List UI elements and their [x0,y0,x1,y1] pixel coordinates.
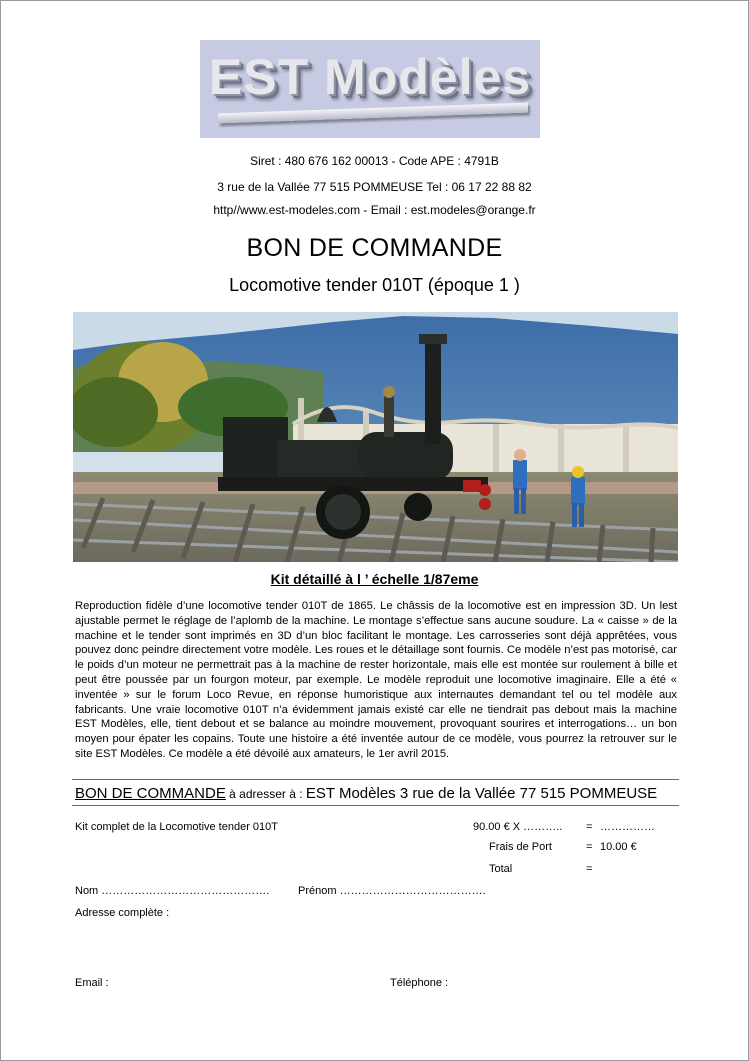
name-field[interactable]: Nom ………………………………………. [75,885,270,897]
item-label: Kit complet de la Locomotive tender 010T [75,821,279,833]
order-to-address: EST Modèles 3 rue de la Vallée 77 515 POMMEUSE [305,785,658,802]
logo-text: EST Modèles [208,49,532,105]
address-line: 3 rue de la Vallée 77 515 POMMEUSE Tel : 06 17 22 88 82 [217,180,532,194]
shipping-label: Frais de Port [489,841,552,853]
item-equals: = [586,821,593,833]
order-heading: BON DE COMMANDE [75,785,226,802]
page-subtitle: Locomotive tender 010T (époque 1 ) [229,275,520,295]
total-label: Total [489,863,513,875]
kit-scale-caption: Kit détaillé à l ’ échelle 1/87eme [270,571,479,587]
firstname-field[interactable]: Prénom …………………………………. [298,885,486,897]
unit-price-quantity-field[interactable]: 90.00 € X ……….. [473,821,563,833]
email-field-label: Email : [75,977,109,989]
total-equals: = [586,863,593,875]
phone-field-label: Téléphone : [390,977,449,989]
order-to-label: à adresser à : [225,787,306,801]
web-email-line: http//www.est-modeles.com - Email : est.modeles@orange.fr [213,203,536,217]
divider-bottom [72,805,679,806]
shipping-value: 10.00 € [600,841,637,853]
divider-top [72,779,679,780]
product-description: Reproduction fidèle d’une locomotive tender 010T de 1865. Le châssis de la locomotive est en impression 3D. Un lest ajustable permet le réglage de l’aplomb de la machine. Le montage s’effectue sans aucune soudure. La « caisse » de la machine et le tender sont imprimés en 3D d’un bloc facilitant le montage. Les carrosseries sont déjà apprêtées, vous pouvez donc peindre directement votre modèle. Les roues et le détaillage sont fournis. Ce modèle n’est pas motorisé, car le poids d’un moteur ne permettrait pas à la machine de rester horizontale, mais elle est montée sur roulement à bille et peut être poussée par un fourgon moteur, par exemple. Le modèle reproduit une locomotive imaginaire. Elle a été « inventée » sur le forum Loco Revue, en réponse humoristique aux internautes demandant tel ou tel modèle aux fabricants. Une vraie locomotive 010T n’a évidemment jamais existé car elle ne tiendrait pas debout mais la machine EST Modèles, elle, tient debout et se balance au moindre mouvement, provoquant sourires et interrogations… un bon moyen pour épater les copains. Toute une histoire a été inventée autour de ce modèle, vous pourrez la retrouver sur le site EST Modèles. Ce modèle a été dévoilé aux amateurs, le 1er avril 2015. [75,600,677,760]
locomotive-photo [73,312,678,562]
siret-line: Siret : 480 676 162 00013 - Code APE : 4791B [250,154,499,168]
item-total-field[interactable]: …………… [600,821,655,833]
page-title: BON DE COMMANDE [246,234,503,262]
shipping-equals: = [586,841,593,853]
order-address-line [75,785,657,802]
est-modeles-logo [200,40,540,138]
address-field-label: Adresse complète : [75,907,170,919]
